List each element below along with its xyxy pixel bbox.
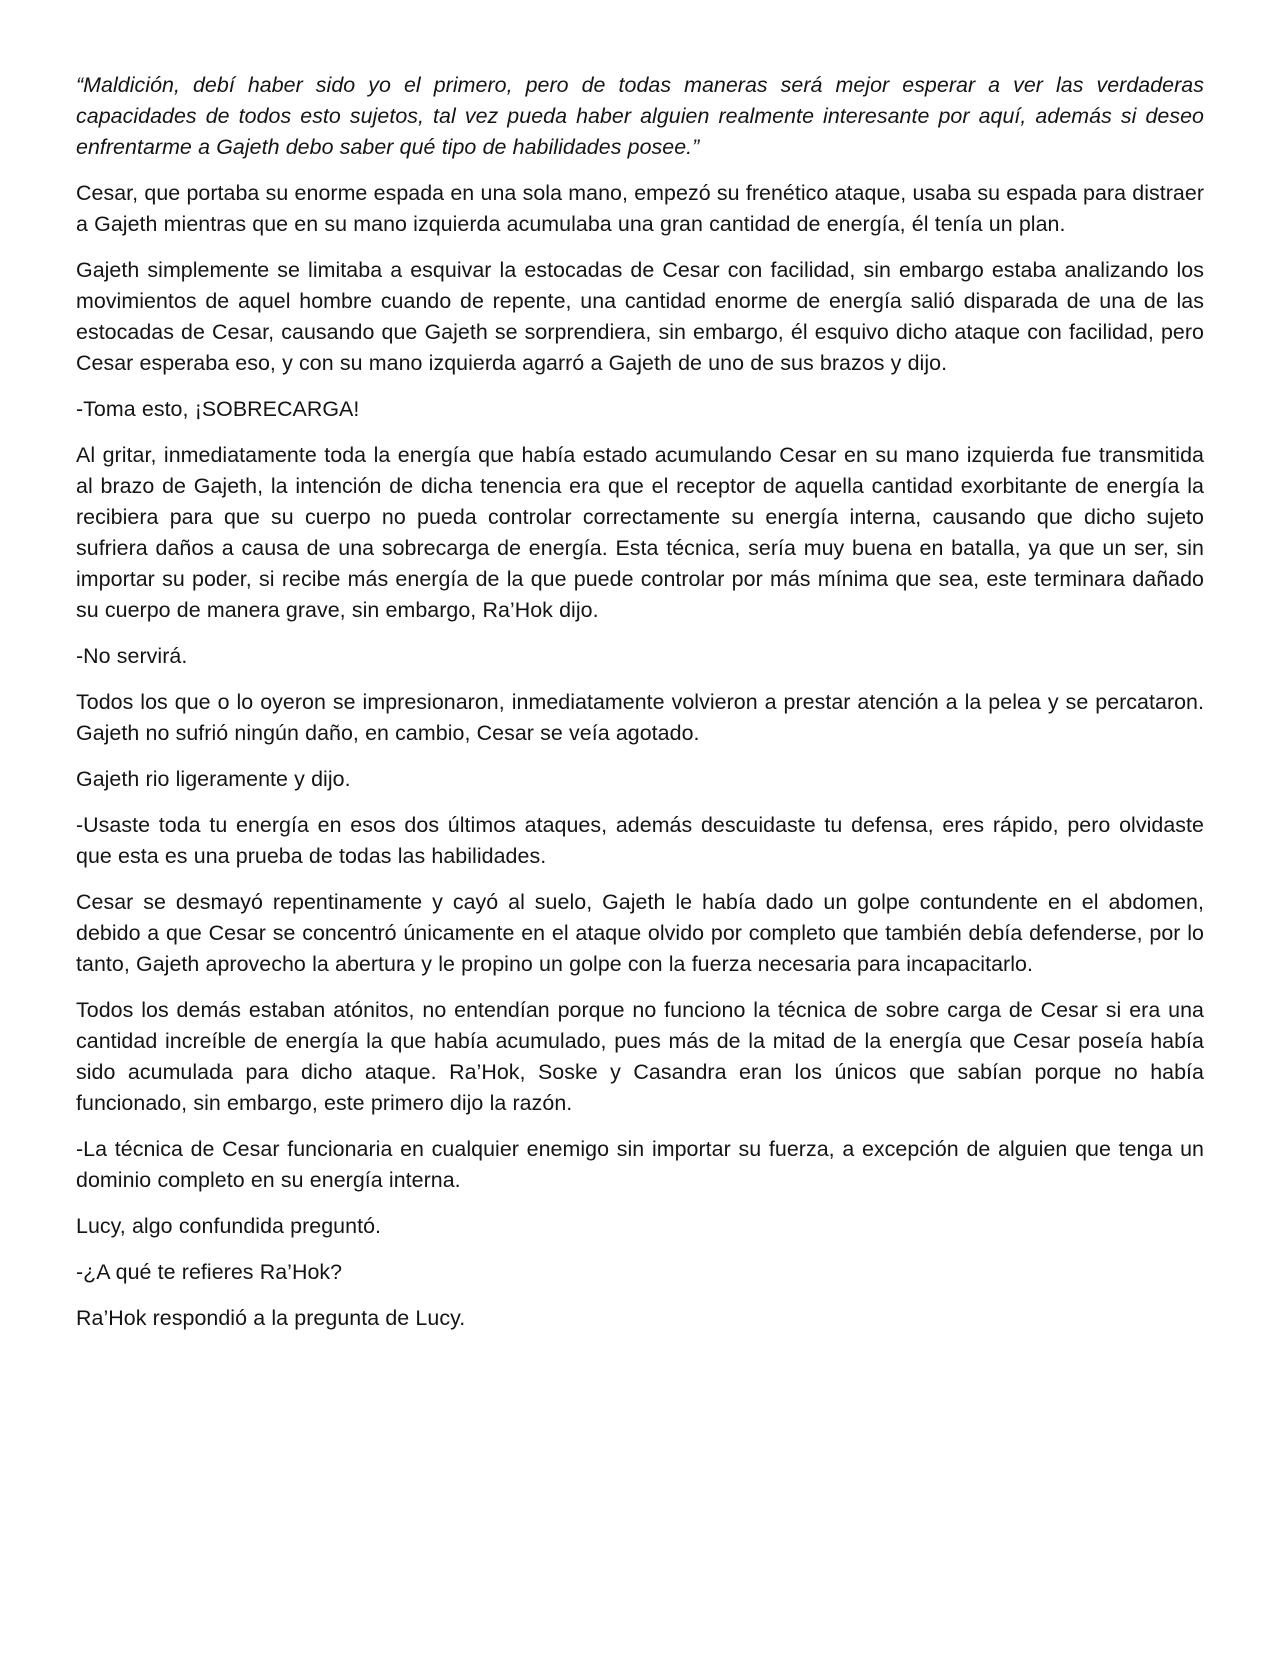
paragraph-dialogue: -La técnica de Cesar funcionaria en cualquier enemigo sin importar su fuerza, a excepción de alguien que tenga un dominio completo en su energía interna. bbox=[76, 1137, 1204, 1192]
paragraph: Cesar, que portaba su enorme espada en una sola mano, empezó su frenético ataque, usaba su espada para distraer a Gajeth mientras que en su mano izquierda acumulaba una gran cantidad de energía, él tenía un plan. bbox=[76, 181, 1204, 236]
paragraph-dialogue: -Toma esto, ¡SOBRECARGA! bbox=[76, 397, 360, 421]
paragraph-inner-thought: “Maldición, debí haber sido yo el primero, pero de todas maneras será mejor esperar a ver las verdaderas capacidades de todos esto sujetos, tal vez pueda haber alguien realmente interesante por aquí, además si deseo enfrentarme a Gajeth debo saber qué tipo de habilidades posee.” bbox=[76, 73, 1204, 159]
paragraph: Al gritar, inmediatamente toda la energía que había estado acumulando Cesar en su mano izquierda fue transmitida al brazo de Gajeth, la intención de dicha tenencia era que el receptor de aquella cantidad exorbitante de energía la recibiera para que su cuerpo no pueda controlar correctamente su energía interna, causando que dicho sujeto sufriera daños a causa de una sobrecarga de energía. Esta técnica, sería muy buena en batalla, ya que un ser, sin importar su poder, si recibe más energía de la que puede controlar por más mínima que sea, este terminara dañado su cuerpo de manera grave, sin embargo, Ra’Hok dijo. bbox=[76, 443, 1204, 622]
paragraph: Todos los que o lo oyeron se impresionaron, inmediatamente volvieron a prestar atención a la pelea y se percataron. Gajeth no sufrió ningún daño, en cambio, Cesar se veía agotado. bbox=[76, 690, 1204, 745]
paragraph: Gajeth simplemente se limitaba a esquivar la estocadas de Cesar con facilidad, sin embargo estaba analizando los movimientos de aquel hombre cuando de repente, una cantidad enorme de energía salió disparada de una de las estocadas de Cesar, causando que Gajeth se sorprendiera, sin embargo, él esquivo dicho ataque con facilidad, pero Cesar esperaba eso, y con su mano izquierda agarró a Gajeth de uno de sus brazos y dijo. bbox=[76, 258, 1204, 375]
paragraph: Ra’Hok respondió a la pregunta de Lucy. bbox=[76, 1306, 466, 1330]
paragraph: Todos los demás estaban atónitos, no entendían porque no funciono la técnica de sobre carga de Cesar si era una cantidad increíble de energía la que había acumulado, pues más de la mitad de la energía que Cesar poseía había sido acumulada para dicho ataque. Ra’Hok, Soske y Casandra eran los únicos que sabían porque no había funcionado, sin embargo, este primero dijo la razón. bbox=[76, 998, 1204, 1115]
paragraph: Lucy, algo confundida preguntó. bbox=[76, 1214, 382, 1238]
paragraph-dialogue: -Usaste toda tu energía en esos dos últimos ataques, además descuidaste tu defensa, eres rápido, pero olvidaste que esta es una prueba de todas las habilidades. bbox=[76, 813, 1204, 868]
paragraph-dialogue: -No servirá. bbox=[76, 644, 188, 668]
paragraph: Cesar se desmayó repentinamente y cayó al suelo, Gajeth le había dado un golpe contundente en el abdomen, debido a que Cesar se concentró únicamente en el ataque olvido por completo que también debía defenderse, por lo tanto, Gajeth aprovecho la abertura y le propino un golpe con la fuerza necesaria para incapacitarlo. bbox=[76, 890, 1204, 976]
paragraph: Gajeth rio ligeramente y dijo. bbox=[76, 767, 351, 791]
document-page bbox=[76, 70, 1204, 1349]
paragraph-dialogue: -¿A qué te refieres Ra’Hok? bbox=[76, 1260, 343, 1284]
